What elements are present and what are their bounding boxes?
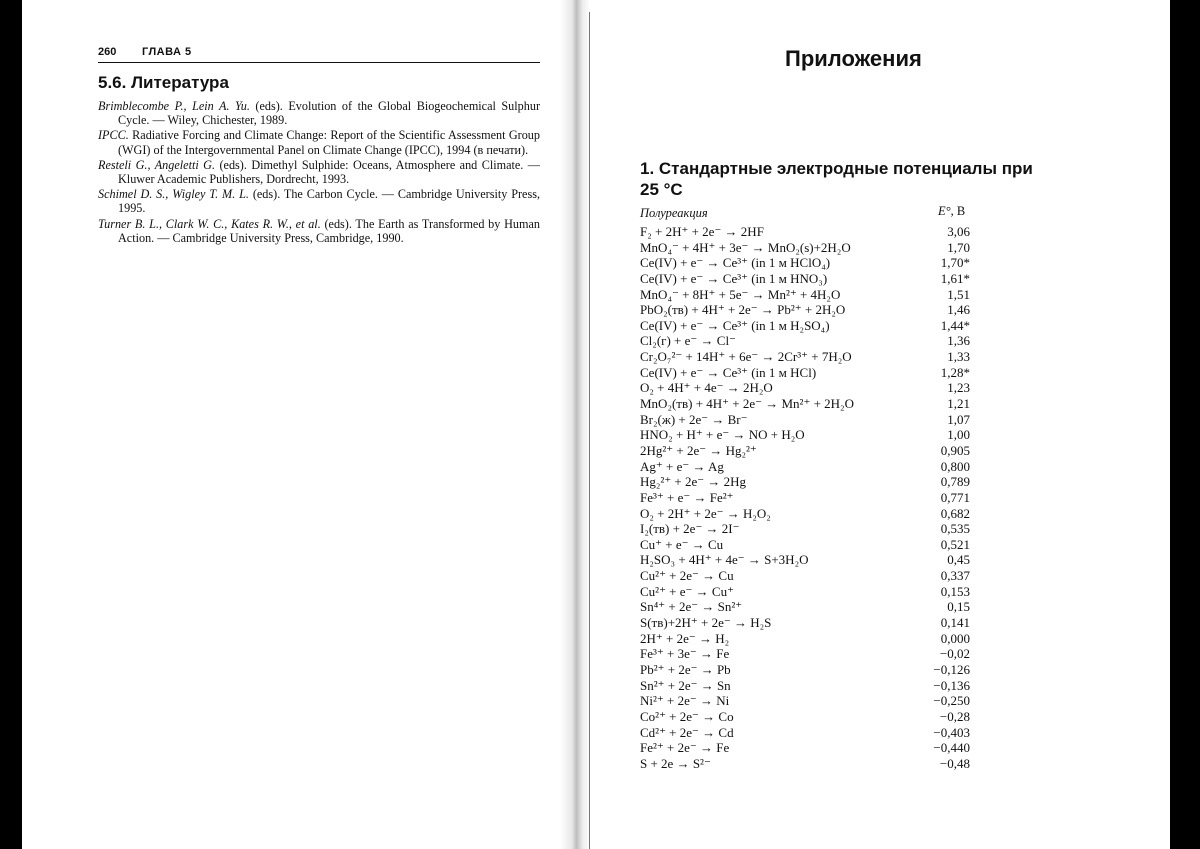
table-row (640, 396, 980, 412)
potential-value: 1,36 (947, 333, 970, 349)
table-row (640, 599, 980, 615)
reference-item (98, 217, 540, 245)
potential-value: 1,70 (947, 239, 970, 255)
chapter-label: ГЛАВА 5 (142, 46, 192, 58)
potential-value: 0,800 (940, 458, 970, 474)
potential-value: 0,535 (940, 521, 970, 537)
column-header-reaction: Полуреакция (640, 206, 708, 220)
half-reaction: S(тв)+2H⁺ + 2e⁻ → H₂S (640, 615, 772, 631)
potential-value: 0,789 (940, 474, 970, 490)
potentials-table (640, 204, 980, 771)
running-head (98, 40, 540, 63)
table-row (640, 287, 980, 303)
potential-value: 1,33 (947, 349, 970, 365)
table-row (640, 506, 980, 522)
table-row (640, 693, 980, 709)
table-row (640, 662, 980, 678)
half-reaction: Fe²⁺ + 2e⁻ → Fe (640, 740, 730, 756)
reference-item (98, 187, 540, 215)
table-row (640, 412, 980, 428)
potential-value: 1,00 (947, 427, 970, 443)
potential-value: 1,70* (940, 255, 970, 271)
reference-authors: Schimel D. S., Wigley T. M. L. (98, 187, 249, 202)
literature-heading: 5.6. Литература (98, 73, 229, 92)
half-reaction: Sn²⁺ + 2e⁻ → Sn (640, 677, 731, 693)
potential-value: −0,136 (933, 677, 970, 693)
potential-value: 3,06 (947, 224, 970, 239)
half-reaction: Cu²⁺ + e⁻ → Cu⁺ (640, 583, 734, 599)
reference-text: (eds). The Carbon Cycle. — Cambridge University Press, 1995. (118, 187, 540, 216)
half-reaction: Ce(IV) + e⁻ → Ce³⁺ (in 1 м HClO₄) (640, 255, 831, 271)
potential-value: 1,46 (947, 302, 970, 318)
table-row (640, 365, 980, 381)
table-row (640, 709, 980, 725)
potential-value: 0,000 (940, 630, 970, 646)
potential-value: 1,23 (947, 380, 970, 396)
half-reaction: Hg₂²⁺ + 2e⁻ → 2Hg (640, 474, 747, 490)
potential-value: −0,250 (933, 693, 970, 709)
half-reaction: Ce(IV) + e⁻ → Ce³⁺ (in 1 м H₂SO₄) (640, 317, 830, 333)
table-row (640, 646, 980, 662)
half-reaction: Ce(IV) + e⁻ → Ce³⁺ (in 1 м HNO₃) (640, 270, 828, 286)
half-reaction: Ni²⁺ + 2e⁻ → Ni (640, 693, 730, 709)
potential-value: −0,403 (933, 724, 970, 740)
half-reaction: Ag⁺ + e⁻ → Ag (640, 458, 724, 474)
half-reaction: Ce(IV) + e⁻ → Ce³⁺ (in 1 м HCl) (640, 364, 817, 380)
appendix-title: Приложения (785, 46, 922, 71)
table-row (640, 756, 980, 772)
half-reaction: Fe³⁺ + 3e⁻ → Fe (640, 646, 730, 662)
reference-list (98, 99, 540, 245)
half-reaction: O₂ + 2H⁺ + 2e⁻ → H₂O₂ (640, 505, 771, 521)
table-row (640, 333, 980, 349)
half-reaction: Cu²⁺ + 2e⁻ → Cu (640, 568, 734, 584)
reference-authors: Turner B. L., Clark W. C., Kates R. W., et al. (98, 216, 321, 231)
table-row (640, 725, 980, 741)
table-row (640, 271, 980, 287)
reference-item (98, 158, 540, 186)
reference-text: (eds). The Earth as Transformed by Human Action. — Cambridge University Press, Cambridge, 1990. (118, 216, 540, 245)
half-reaction: Cd²⁺ + 2e⁻ → Cd (640, 724, 734, 740)
reference-authors: IPCC. (98, 128, 129, 143)
table-row (640, 537, 980, 553)
potential-value: 0,45 (947, 552, 970, 568)
scan-edge-left (0, 0, 22, 849)
table-row (640, 240, 980, 256)
table-row (640, 490, 980, 506)
table-row (640, 443, 980, 459)
table-row (640, 678, 980, 694)
potential-value: 0,771 (940, 489, 970, 505)
reference-item (98, 128, 540, 156)
potential-symbol: E° (938, 204, 951, 218)
half-reaction: Cl₂(г) + e⁻ → Cl⁻ (640, 333, 736, 349)
potential-value: 0,682 (940, 505, 970, 521)
half-reaction: Co²⁺ + 2e⁻ → Co (640, 708, 734, 724)
half-reaction: Cr₂O₇²⁻ + 14H⁺ + 6e⁻ → 2Cr³⁺ + 7H₂O (640, 349, 852, 365)
reference-authors: Resteli G., Angeletti G. (98, 157, 216, 172)
half-reaction: Br₂(ж) + 2e⁻ → Br⁻ (640, 411, 748, 427)
table-body (640, 224, 980, 771)
table-row (640, 615, 980, 631)
reference-text: (eds). Evolution of the Global Biogeochemical Sulphur Cycle. — Wiley, Chichester, 1989. (118, 99, 541, 128)
potential-value: 1,51 (947, 286, 970, 302)
section-heading: 1. Стандартные электродные потенциалы при 25 °С (640, 159, 1033, 199)
half-reaction: 2H⁺ + 2e⁻ → H₂ (640, 630, 730, 646)
potential-value: 1,21 (947, 396, 970, 412)
scan-edge-right (1170, 0, 1200, 849)
potential-value: −0,126 (933, 661, 970, 677)
half-reaction: Fe³⁺ + e⁻ → Fe²⁺ (640, 489, 734, 505)
table-row (640, 349, 980, 365)
half-reaction: MnO₂(тв) + 4H⁺ + 2e⁻ → Mn²⁺ + 2H₂O (640, 396, 854, 412)
table-row (640, 740, 980, 756)
half-reaction: MnO₄⁻ + 4H⁺ + 3e⁻ → MnO₂(s)+2H₂O (640, 239, 851, 255)
table-row (640, 584, 980, 600)
book-gutter (560, 0, 590, 849)
potential-value: 1,28* (940, 364, 970, 380)
potential-value: −0,02 (939, 646, 970, 662)
table-row (640, 631, 980, 647)
potential-value: 0,153 (940, 583, 970, 599)
page-number: 260 (98, 46, 117, 58)
potential-value: −0,440 (933, 740, 970, 756)
half-reaction: H₂SO₃ + 4H⁺ + 4e⁻ → S+3H₂O (640, 552, 809, 568)
potential-value: 0,337 (940, 568, 970, 584)
reference-text: Radiative Forcing and Climate Change: Report of the Scientific Assessment Group (WGI) of the Intergovernmental Panel on Climate Change (IPCC), 1994 (в печати). (118, 128, 540, 157)
half-reaction: Pb²⁺ + 2e⁻ → Pb (640, 661, 731, 677)
gutter-fold-line (589, 12, 590, 849)
table-row (640, 474, 980, 490)
half-reaction: Sn⁴⁺ + 2e⁻ → Sn²⁺ (640, 599, 743, 615)
table-row (640, 302, 980, 318)
table-row (640, 318, 980, 334)
potential-value: 1,44* (940, 317, 970, 333)
half-reaction: O₂ + 4H⁺ + 4e⁻ → 2H₂O (640, 380, 773, 396)
reference-item (98, 99, 540, 127)
half-reaction: Cu⁺ + e⁻ → Cu (640, 536, 724, 552)
potential-value: 0,521 (940, 536, 970, 552)
half-reaction: S + 2e → S²⁻ (640, 755, 711, 771)
table-row (640, 459, 980, 475)
potential-unit: , В (950, 204, 966, 218)
potential-value: 0,905 (940, 442, 970, 458)
table-row (640, 380, 980, 396)
reference-authors: Brimblecombe P., Lein A. Yu. (98, 99, 250, 113)
potential-value: 1,07 (947, 411, 970, 427)
potential-value: 0,15 (947, 599, 970, 615)
table-row (640, 552, 980, 568)
table-row (640, 224, 980, 240)
half-reaction: F₂ + 2H⁺ + 2e⁻ → 2HF (640, 224, 764, 239)
reference-text: (eds). Dimethyl Sulphide: Oceans, Atmosphere and Climate. — Kluwer Academic Publishers, Dordrecht, 1993. (118, 157, 540, 187)
table-row (640, 568, 980, 584)
potential-value: 1,61* (940, 270, 970, 286)
table-row (640, 521, 980, 537)
half-reaction: HNO₂ + H⁺ + e⁻ → NO + H₂O (640, 427, 805, 443)
potential-value: −0,28 (939, 708, 970, 724)
half-reaction: I₂(тв) + 2e⁻ → 2I⁻ (640, 521, 740, 537)
half-reaction: 2Hg²⁺ + 2e⁻ → Hg₂²⁺ (640, 442, 757, 458)
table-row (640, 255, 980, 271)
potential-value: −0,48 (939, 755, 970, 771)
left-page (98, 40, 540, 246)
potential-value: 0,141 (940, 615, 970, 631)
half-reaction: MnO₄⁻ + 8H⁺ + 5e⁻ → Mn²⁺ + 4H₂O (640, 286, 841, 302)
half-reaction: PbO₂(тв) + 4H⁺ + 2e⁻ → Pb²⁺ + 2H₂O (640, 302, 846, 318)
table-row (640, 427, 980, 443)
table-header (640, 204, 980, 224)
column-header-potential (938, 204, 965, 219)
